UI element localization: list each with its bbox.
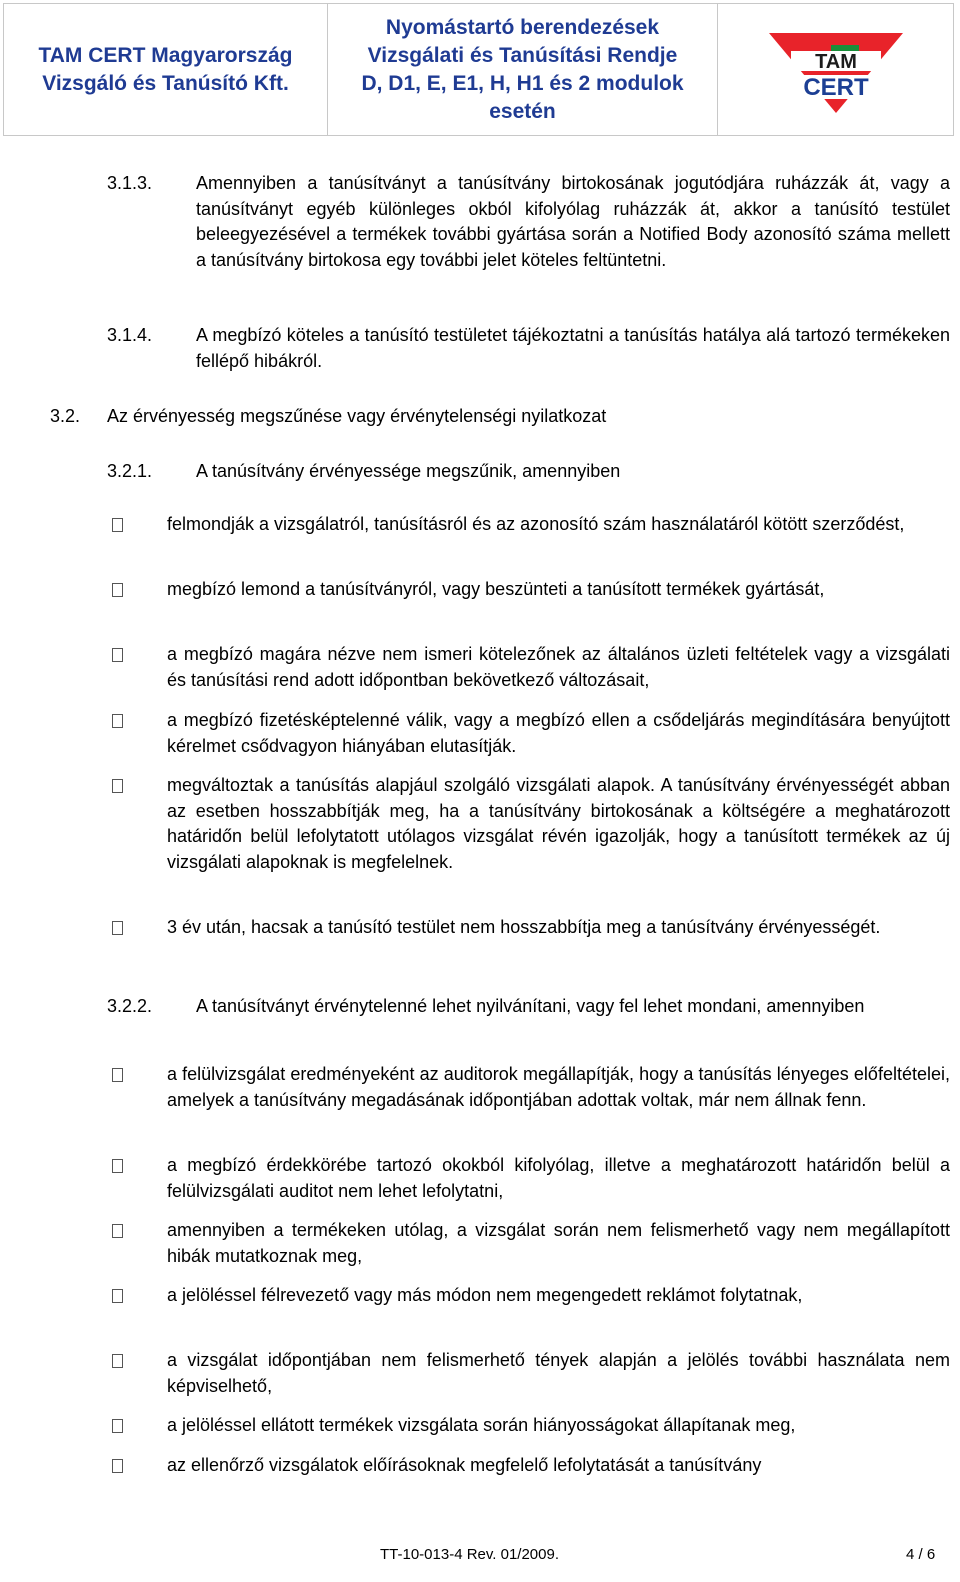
bullet-box	[112, 1419, 123, 1433]
tam-cert-logo	[761, 25, 911, 115]
list-item: a megbízó fizetésképtelenné válik, vagy a megbízó ellen a csődeljárás megindítására benyújtott kérelmet csődvagyon hiányában elutasítják.	[167, 710, 950, 756]
company-name-cell	[4, 4, 328, 135]
section-number-3-2-1: 3.2.1.	[107, 461, 153, 481]
bullet-box	[112, 583, 123, 597]
logo-text-bottom: CERT	[802, 73, 869, 101]
bullet-box	[112, 518, 123, 532]
company-line-1: TAM CERT Magyarország	[38, 43, 293, 67]
section-text-3-1-3: Amennyiben a tanúsítványt a tanúsítvány birtokosának jogutódjára ruházzák át, vagy a tanúsítványt egyéb különleges okból kifolyólag ruházzák át, akkor a tanúsító testület beleegyezésével a termékek további gyártása során a Notified Body azonosító száma mellett a tanúsítvány birtokosa egy további jelet köteles feltüntetni.	[196, 173, 950, 270]
doc-title-line-3: D, D1, E, E1, H, H1 és 2 modulok	[361, 71, 684, 95]
bullet-box	[112, 1354, 123, 1368]
list-item: a jelöléssel ellátott termékek vizsgálata során hiányosságokat állapítanak meg,	[167, 1415, 796, 1435]
section-title-3-2: Az érvényesség megszűnése vagy érvénytelenségi nyilatkozat	[107, 406, 607, 426]
list-item: megbízó lemond a tanúsítványról, vagy beszünteti a tanúsított termékek gyártását,	[167, 579, 825, 599]
list-item: a megbízó magára nézve nem ismeri kötelezőnek az általános üzleti feltételek vagy a vizsgálati és tanúsítási rend adott időpontban bekövetkező változásait,	[167, 644, 950, 690]
doc-title-line-2: Vizsgálati és Tanúsítási Rendje	[367, 43, 678, 67]
list-item: az ellenőrző vizsgálatok előírásoknak megfelelő lefolytatását a tanúsítvány	[167, 1455, 762, 1475]
bullet-box	[112, 779, 123, 793]
section-number-3-1-3: 3.1.3.	[107, 173, 153, 193]
list-item: amennyiben a termékeken utólag, a vizsgálat során nem felismerhető vagy nem megállapított hibák mutatkoznak meg,	[167, 1220, 950, 1266]
list-item: megváltoztak a tanúsítás alapjául szolgáló vizsgálati alapok. A tanúsítvány érvényességét abban az esetben hosszabbítják meg, ha a tanúsítvány birtokosának a költségére a meghatározott határidőn belül lefolytatott utólagos vizsgálat révén igazolják, hogy a tanúsított termékek az új vizsgálati alapoknak is megfelelnek.	[167, 775, 950, 872]
logo-cell	[718, 4, 953, 135]
section-text-3-2-1: A tanúsítvány érvényessége megszűnik, amennyiben	[196, 461, 621, 481]
bullet-box	[112, 921, 123, 935]
bullet-box	[112, 714, 123, 728]
footer-page-number: 4 / 6	[906, 1546, 936, 1563]
section-number-3-1-4: 3.1.4.	[107, 325, 153, 345]
list-item: felmondják a vizsgálatról, tanúsításról és az azonosító szám használatáról kötött szerződést,	[167, 514, 905, 534]
document-title-cell	[328, 4, 718, 135]
bullet-box	[112, 1289, 123, 1303]
list-item: 3 év után, hacsak a tanúsító testület nem hosszabbítja meg a tanúsítvány érvényességét.	[167, 917, 881, 937]
section-text-3-2-2: A tanúsítványt érvénytelenné lehet nyilvánítani, vagy fel lehet mondani, amennyiben	[196, 996, 865, 1016]
bullet-box	[112, 648, 123, 662]
bullet-box	[112, 1459, 123, 1473]
list-item: a jelöléssel félrevezető vagy más módon nem megengedett reklámot folytatnak,	[167, 1285, 803, 1305]
bullet-box	[112, 1224, 123, 1238]
logo-text-top: TAM	[814, 50, 857, 73]
list-item: a felülvizsgálat eredményeként az auditorok megállapítják, hogy a tanúsítás lényeges előfeltételei, amelyek a tanúsítvány megadásának időpontjában adottak voltak, már nem állnak fenn.	[167, 1064, 950, 1110]
doc-title-line-1: Nyomástartó berendezések	[385, 15, 660, 39]
document-header	[3, 3, 954, 136]
company-line-2: Vizsgáló és Tanúsító Kft.	[42, 71, 289, 95]
section-number-3-2-2: 3.2.2.	[107, 996, 153, 1016]
section-text-3-1-4: A megbízó köteles a tanúsító testületet tájékoztatni a tanúsítás hatálya alá tartozó termékeken fellépő hibákról.	[196, 325, 950, 371]
bullet-box	[112, 1068, 123, 1082]
doc-title-line-4: esetén	[489, 99, 556, 123]
list-item: a vizsgálat időpontjában nem felismerhető tények alapján a jelölés további használata nem képviselhető,	[167, 1350, 950, 1396]
bullet-box	[112, 1159, 123, 1173]
footer-document-code: TT-10-013-4 Rev. 01/2009.	[380, 1546, 559, 1563]
list-item: a megbízó érdekkörébe tartozó okokból kifolyólag, illetve a meghatározott határidőn belül a felülvizsgálati auditot nem lehet lefolytatni,	[167, 1155, 950, 1201]
section-number-3-2: 3.2.	[50, 406, 81, 426]
